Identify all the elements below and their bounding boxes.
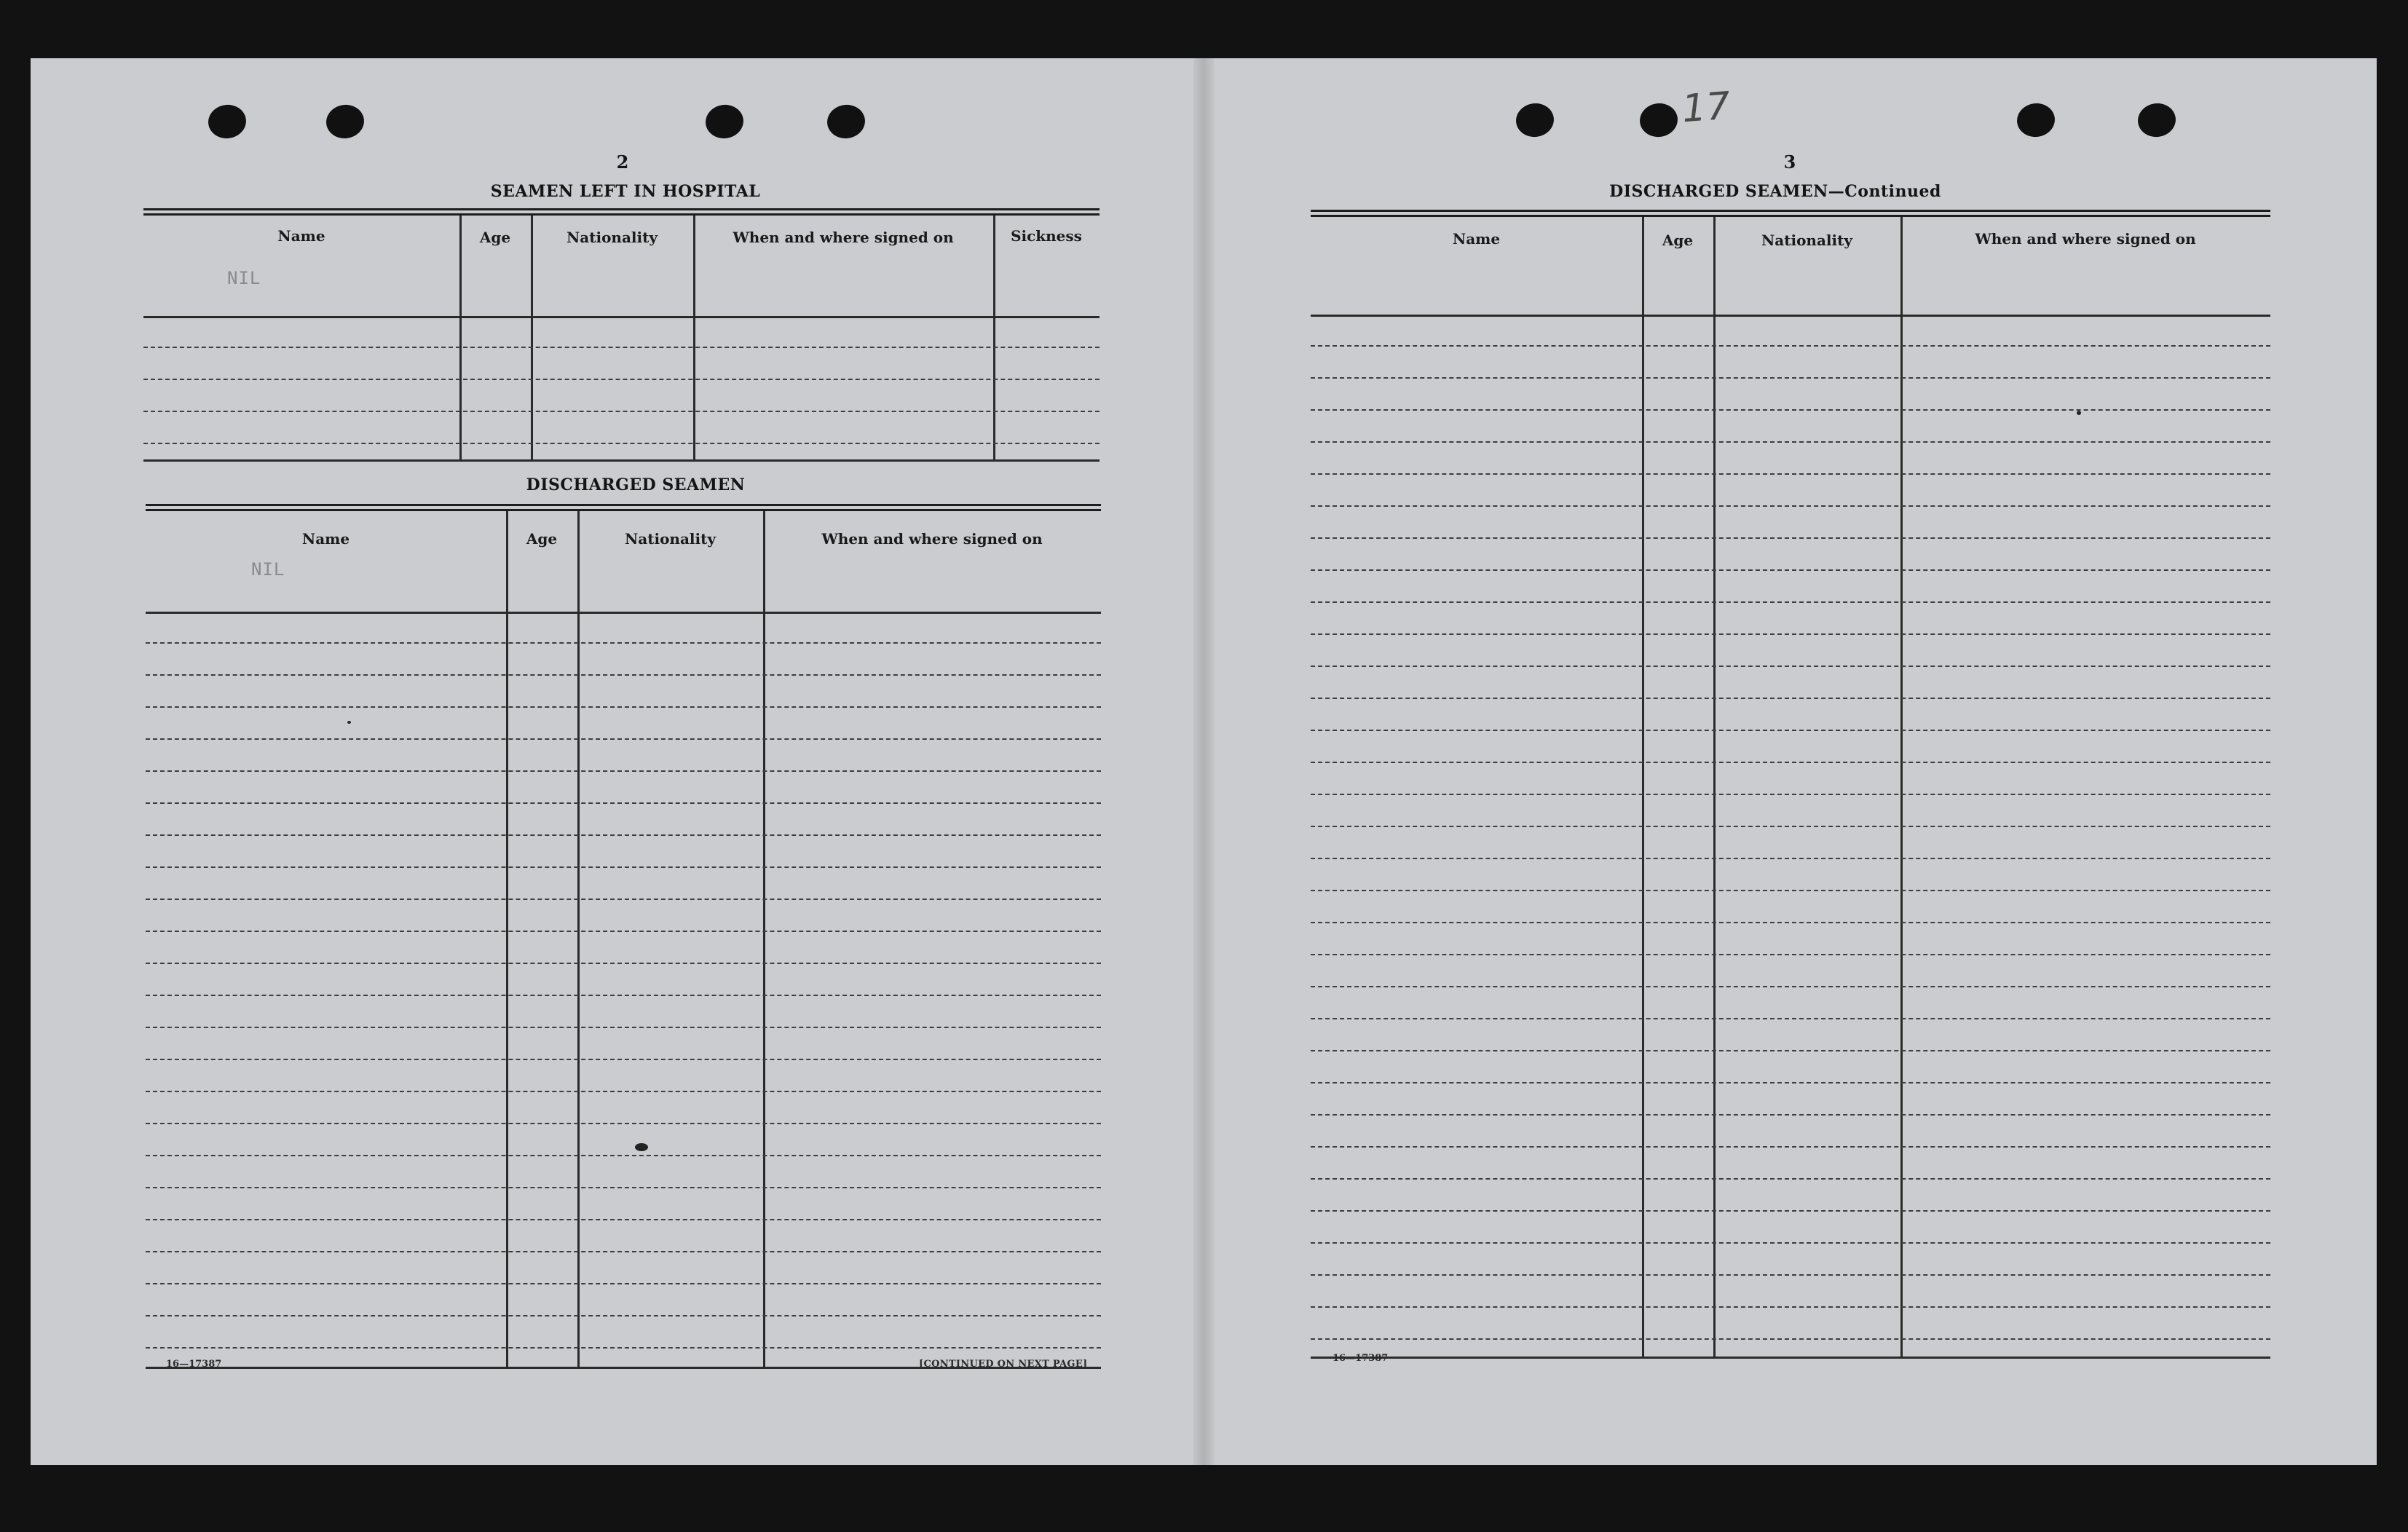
- discharged-col-signed-on: When and where signed on: [821, 530, 1043, 548]
- punch-hole: [825, 103, 867, 141]
- continued-col-age: Age: [1662, 232, 1694, 249]
- hospital-col-signed-on: When and where signed on: [733, 229, 954, 246]
- hospital-entry-nil: NIL: [227, 268, 261, 288]
- discharged-entry-nil: NIL: [251, 559, 285, 580]
- punch-hole: [703, 103, 746, 141]
- ink-speck: [2077, 411, 2081, 415]
- discharged-continued-title: DISCHARGED SEAMEN—Continued: [1609, 182, 1941, 201]
- hospital-col-sickness: Sickness: [1011, 227, 1082, 245]
- punch-hole: [1638, 101, 1680, 140]
- punch-hole: [1514, 101, 1556, 140]
- discharged-col-nationality: Nationality: [625, 530, 716, 548]
- discharged-col-age: Age: [526, 530, 558, 548]
- ink-speck: [347, 721, 351, 724]
- punch-hole: [324, 103, 366, 141]
- continued-col-signed-on: When and where signed on: [1975, 230, 2196, 248]
- continued-col-name: Name: [1452, 230, 1501, 248]
- page-fold: [1193, 58, 1214, 1465]
- hospital-col-nationality: Nationality: [567, 229, 658, 246]
- hospital-table: [143, 208, 1100, 518]
- punch-hole: [2015, 101, 2057, 140]
- form-number-right: 16—17387: [1333, 1353, 1389, 1364]
- hospital-col-age: Age: [479, 229, 511, 246]
- discharged-table: [146, 504, 1101, 1407]
- page-number-right: 3: [1783, 151, 1796, 173]
- pencil-mark: 17: [1680, 84, 1732, 132]
- punch-hole: [2136, 101, 2178, 140]
- discharged-col-name: Name: [301, 530, 350, 548]
- hospital-section-title: SEAMEN LEFT IN HOSPITAL: [490, 182, 761, 201]
- ink-speck: [635, 1143, 648, 1151]
- continued-note: [CONTINUED ON NEXT PAGE]: [919, 1359, 1088, 1370]
- punch-hole: [206, 103, 248, 141]
- hospital-col-name: Name: [277, 227, 325, 245]
- document-sheet: [31, 58, 2377, 1465]
- page-number-left: 2: [616, 151, 629, 173]
- discharged-continued-table: [1311, 210, 2270, 1411]
- discharged-section-title: DISCHARGED SEAMEN: [526, 475, 746, 494]
- continued-col-nationality: Nationality: [1761, 232, 1852, 249]
- form-number-left: 16—17387: [166, 1359, 222, 1370]
